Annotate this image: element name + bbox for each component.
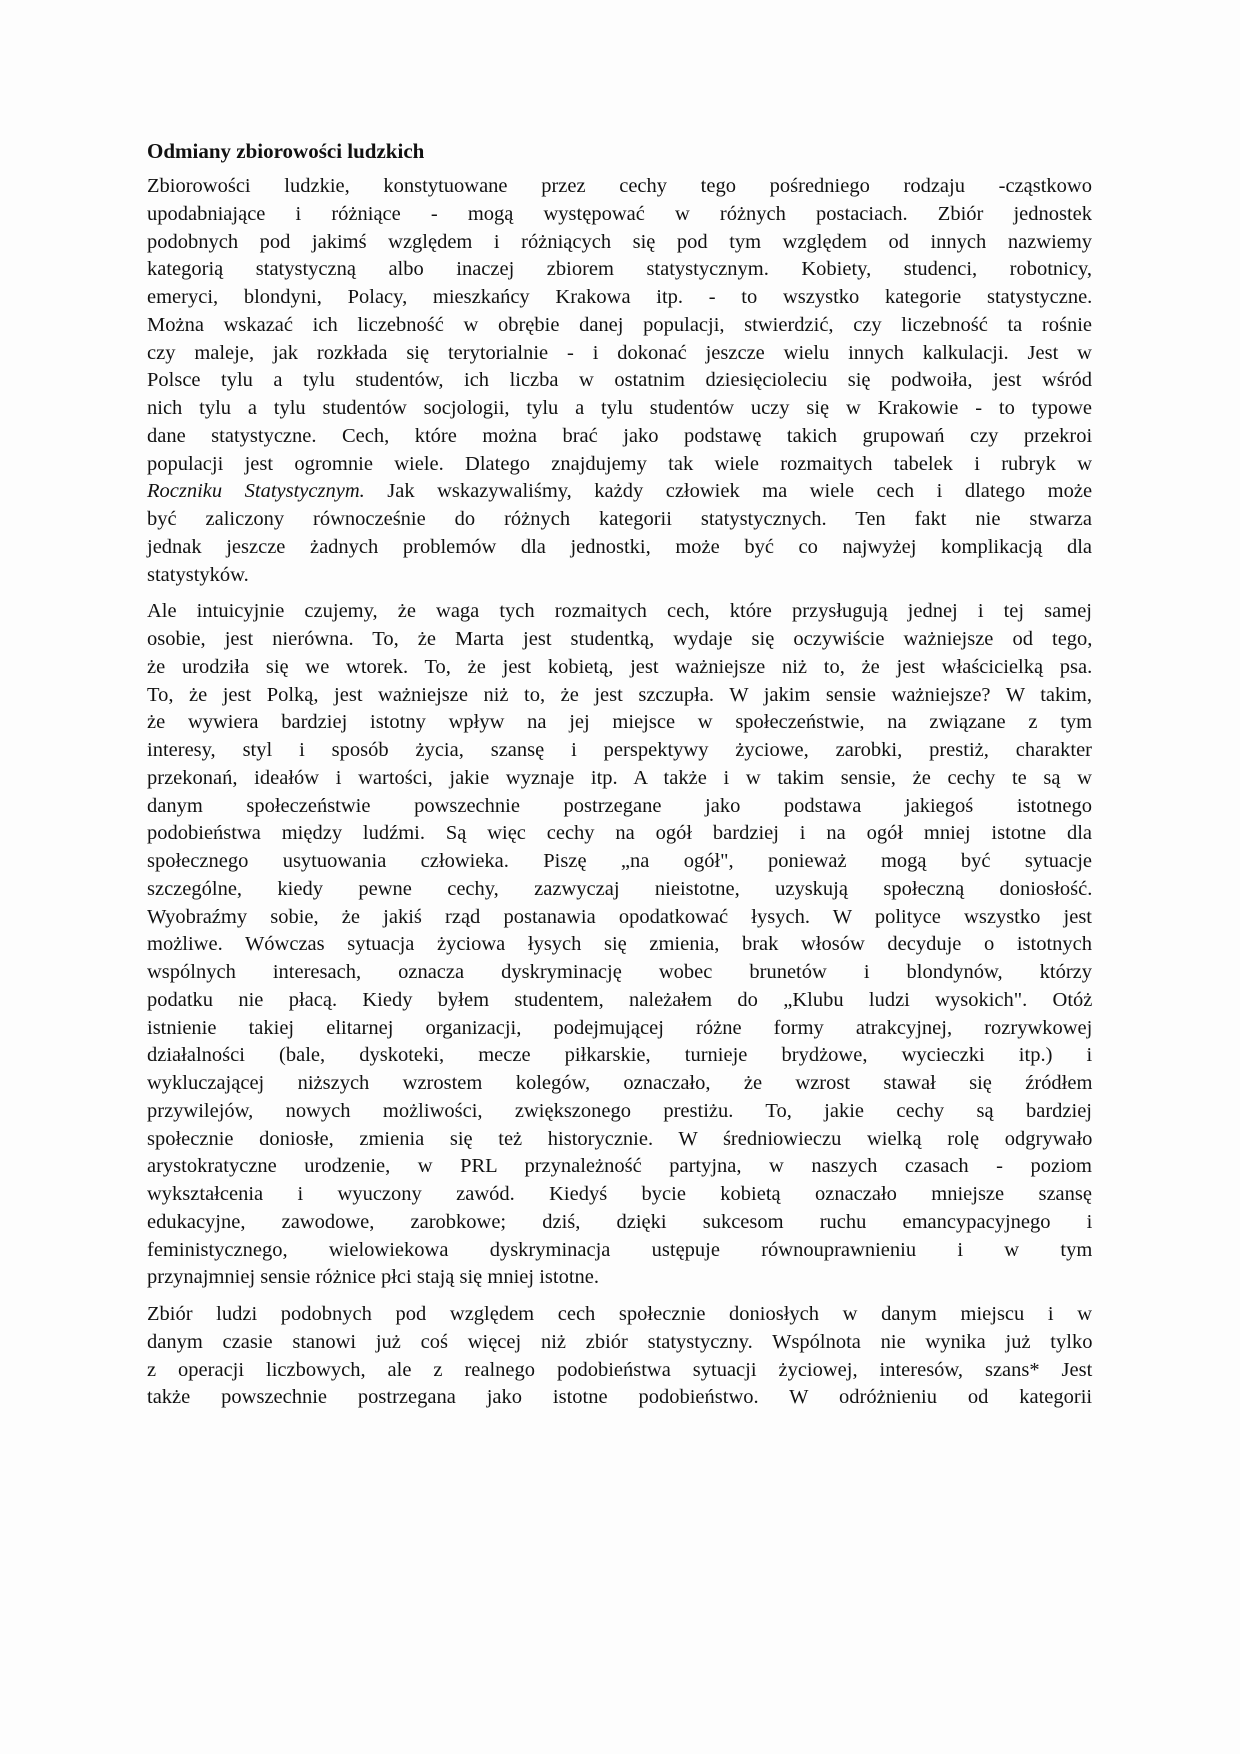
text-line: przekonań, ideałów i wartości, jakie wyznaje itp. A także i w takim sensie, że cechy te są w — [147, 766, 1092, 789]
text-line: feministycznego, wielowiekowa dyskryminacja ustępuje równouprawnieniu i w tym — [147, 1238, 1093, 1261]
text-line: że wywiera bardziej istotny wpływ na jej miejsce w społeczeństwie, na związane z tym — [147, 711, 1093, 734]
text-line: Można wskazać ich liczebność w obrębie danej populacji, stwierdzić, czy liczebność ta rośnie — [147, 313, 1092, 336]
text-line: jednak jeszcze żadnych problemów dla jednostki, może być co najwyżej komplikacją dla — [147, 535, 1092, 558]
text-line: społecznego usytuowania człowieka. Piszę „na ogół", ponieważ mogą być sytuacje — [147, 850, 1092, 872]
text-line: nich tylu a tylu studentów socjologii, tylu a tylu studentów uczy się w Krakowie - to typowe — [147, 397, 1092, 419]
text-line: wykluczającej niższych wzrostem kolegów, oznaczało, że wzrost stawał się źródłem — [147, 1072, 1093, 1094]
text-line: z operacji liczbowych, ale z realnego podobieństwa sytuacji życiowej, interesów, szans* Jest — [147, 1358, 1093, 1381]
paragraph-2 — [147, 598, 1092, 1292]
text-line: możliwe. Wówczas sytuacja życiowa łysych się zmienia, brak włosów decyduje o istotnych — [147, 933, 1092, 956]
text-line: przynajmniej sensie różnice płci stają się mniej istotne. — [147, 1266, 600, 1289]
text-line: że urodziła się we wtorek. To, że jest kobietą, jest ważniejsze niż to, że jest właścicielką psa. — [147, 655, 1093, 678]
text-line: wykształcenia i wyuczony zawód. Kiedyś bycie kobietą oznaczało mniejsze szansę — [147, 1183, 1092, 1205]
text-line: interesy, styl i sposób życia, szansę i perspektywy życiowe, zarobki, prestiż, charakter — [147, 739, 1092, 761]
text-line: arystokratyczne urodzenie, w PRL przynależność partyjna, w naszych czasach - poziom — [147, 1155, 1093, 1178]
text-line-with-italic — [147, 478, 1092, 506]
section-heading: Odmiany zbiorowości ludzkich — [147, 139, 425, 163]
text-line: edukacyjne, zawodowe, zarobkowe; dziś, dzięki sukcesom ruchu emancypacyjnego i — [147, 1210, 1093, 1233]
text-line: populacji jest ogromnie wiele. Dlatego znajdujemy tak wiele rozmaitych tabelek i rubryk w — [147, 452, 1092, 475]
text-line: czy maleje, jak rozkłada się terytorialnie - i dokonać jeszcze wielu innych kalkulacji. Jest w — [147, 341, 1092, 364]
text-line: Wyobraźmy sobie, że jakiś rząd postanawia opodatkować łysych. W polityce wszystko jest — [147, 905, 1092, 928]
text-line: upodabniające i różniące - mogą występować w różnych postaciach. Zbiór jednostek — [147, 202, 1093, 225]
text-line: dane statystyczne. Cech, które można brać jako podstawę takich grupowań czy przekroi — [147, 424, 1093, 447]
text-line: danym czasie stanowi już coś więcej niż zbiór statystyczny. Wspólnota nie wynika już tylko — [147, 1330, 1093, 1353]
text-line: wspólnych interesach, oznacza dyskryminację wobec brunetów i blondynów, którzy — [147, 961, 1092, 983]
text-fragment: Jak wskazywaliśmy, każdy człowiek ma wiele cech i dlatego może — [387, 480, 1093, 503]
text-line: To, że jest Polką, jest ważniejsze niż to, że jest szczupła. W jakim sensie ważniejsze? W takim, — [147, 683, 1092, 706]
text-line: być zaliczony równocześnie do różnych kategorii statystycznych. Ten fakt nie stwarza — [147, 508, 1092, 530]
text-line: Polsce tylu a tylu studentów, ich liczba w ostatnim dziesięcioleciu się podwoiła, jest wśród — [147, 369, 1093, 392]
text-line: Zbiorowości ludzkie, konstytuowane przez cechy tego pośredniego rodzaju -cząstkowo — [147, 175, 1092, 197]
text-line: Ale intuicyjnie czujemy, że waga tych rozmaitych cech, które przysługują jednej i tej samej — [147, 600, 1092, 623]
text-line: Zbiór ludzi podobnych pod względem cech społecznie doniosłych w danym miejscu i w — [147, 1303, 1093, 1325]
text-line: istnienie takiej elitarnej organizacji, podejmującej różne formy atrakcyjnej, rozrywkowej — [147, 1016, 1093, 1039]
text-line: działalności (bale, dyskoteki, mecze piłkarskie, turnieje brydżowe, wycieczki itp.) i — [147, 1044, 1093, 1067]
paragraph-1 — [147, 173, 1092, 589]
text-line: kategorią statystyczną albo inaczej zbiorem statystycznym. Kobiety, studenci, robotnicy, — [147, 258, 1092, 281]
text-line: szczególne, kiedy pewne cechy, zazwyczaj nieistotne, uzyskują społeczną doniosłość. — [147, 877, 1093, 900]
document-page — [147, 137, 1092, 1421]
text-line: danym społeczeństwie powszechnie postrzegane jako podstawa jakiegoś istotnego — [147, 794, 1092, 817]
text-line: osobie, jest nierówna. To, że Marta jest studentką, wydaje się oczywiście ważniejsze od tego, — [147, 628, 1093, 650]
text-line: statystyków. — [147, 563, 249, 586]
italic-title: Roczniku Statystycznym. — [147, 480, 365, 503]
text-line: społecznie doniosłe, zmienia się też historycznie. W średniowieczu wielką rolę odgrywało — [147, 1127, 1093, 1150]
text-line: emeryci, blondyni, Polacy, mieszkańcy Krakowa itp. - to wszystko kategorie statystyczne. — [147, 286, 1093, 308]
text-line: podobnych pod jakimś względem i różniących się pod tym względem od innych nazwiemy — [147, 230, 1093, 253]
paragraph-3 — [147, 1301, 1092, 1412]
text-line: przywilejów, nowych możliwości, zwiększonego prestiżu. To, jakie cechy są bardziej — [147, 1099, 1092, 1122]
text-line: podobieństwa między ludźmi. Są więc cechy na ogół bardziej i na ogół mniej istotne dla — [147, 822, 1092, 845]
text-line: podatku nie płacą. Kiedy byłem studentem, należałem do „Klubu ludzi wysokich". Otóż — [147, 988, 1093, 1011]
text-line: także powszechnie postrzegana jako istotne podobieństwo. W odróżnieniu od kategorii — [147, 1386, 1093, 1409]
